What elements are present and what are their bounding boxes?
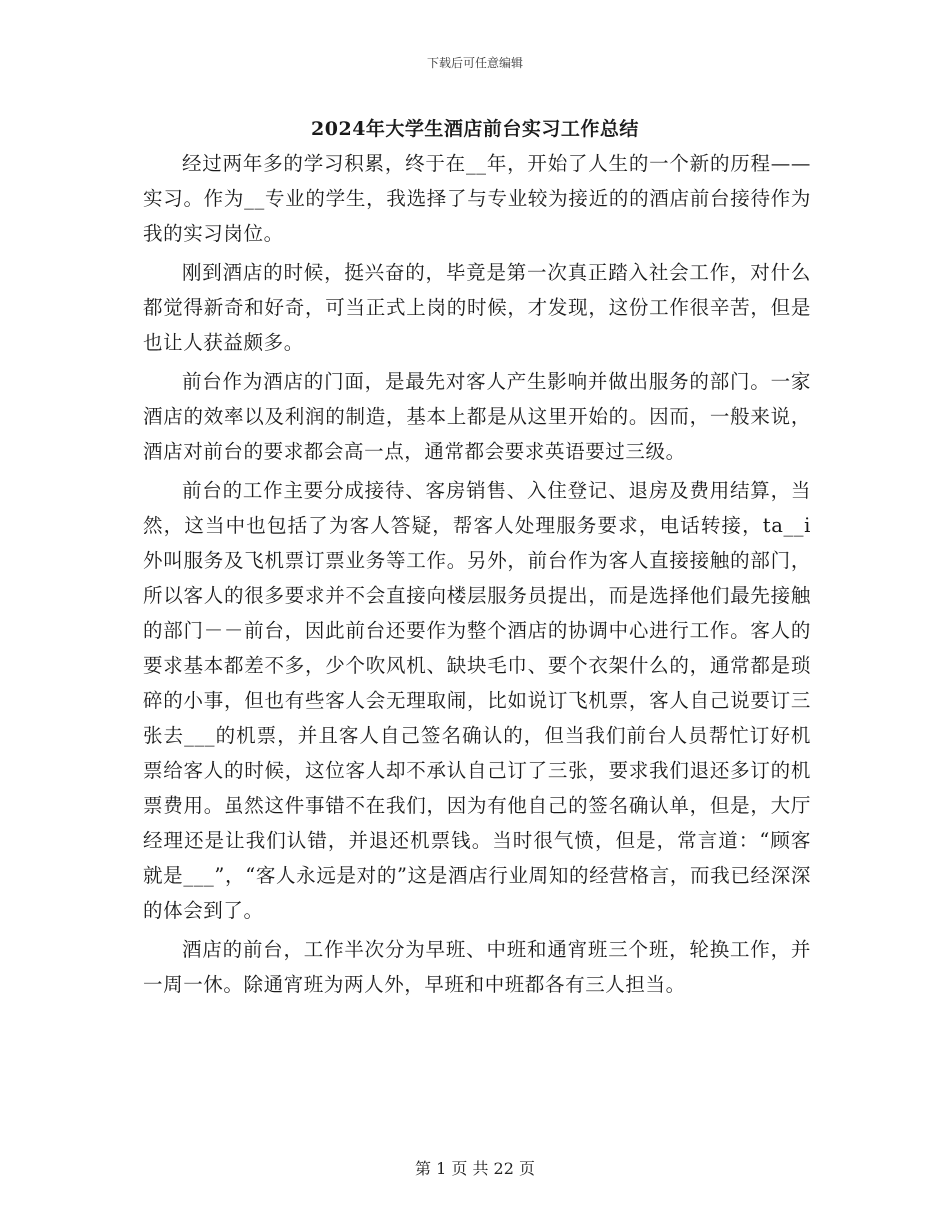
page-header-note: 下载后可任意编辑: [426, 56, 523, 70]
paragraph-2: 刚到酒店的时候，挺兴奋的，毕竟是第一次真正踏入社会工作，对什么都觉得新奇和好奇，可当正式上岗的时候，才发现，这份工作很辛苦，但是也让人获益颇多。: [143, 261, 811, 354]
paragraph-4: 前台的工作主要分成接待、客房销售、入住登记、退房及费用结算，当然，这当中也包括了为客人答疑，帮客人处理服务要求，电话转接，ta__i外叫服务及飞机票订票业务等工作。另外，前台作为客人直接接触的部门，所以客人的很多要求并不会直接向楼层服务员提出，而是选择他们最先接触的部门－－前台，因此前台还要作为整个酒店的协调中心进行工作。客人的要求基本都差不多，少个吹风机、缺块毛巾、要个衣架什么的，通常都是琐碎的小事，但也有些客人会无理取闹，比如说订飞机票，客人自己说要订三张去___的机票，并且客人自己签名确认的，但当我们前台人员帮忙订好机票给客人的时候，这位客人却不承认自己订了三张，要求我们退还多订的机票费用。虽然这件事错不在我们，因为有他自己的签名确认单，但是，大厅经理还是让我们认错，并退还机票钱。当时很气愤，但是，常言道：“顾客就是___”，“客人永远是对的”这是酒店行业周知的经营格言，而我已经深深的体会到了。: [143, 479, 811, 922]
page-number-footer: 第 1 页 共 22 页: [415, 1159, 535, 1178]
paragraph-1: 经过两年多的学习积累，终于在__年，开始了人生的一个新的历程——实习。作为__专业的学生，我选择了与专业较为接近的的酒店前台接待作为我的实习岗位。: [143, 152, 811, 245]
paragraph-3: 前台作为酒店的门面，是最先对客人产生影响并做出服务的部门。一家酒店的效率以及利润的制造，基本上都是从这里开始的。因而，一般来说，酒店对前台的要求都会高一点，通常都会要求英语要过三级。: [143, 370, 811, 463]
document-title: 2024年大学生酒店前台实习工作总结: [311, 118, 639, 140]
paragraph-5: 酒店的前台，工作半次分为早班、中班和通宵班三个班，轮换工作，并一周一休。除通宵班为两人外，早班和中班都各有三人担当。: [143, 938, 811, 996]
document-body: [143, 146, 811, 1006]
